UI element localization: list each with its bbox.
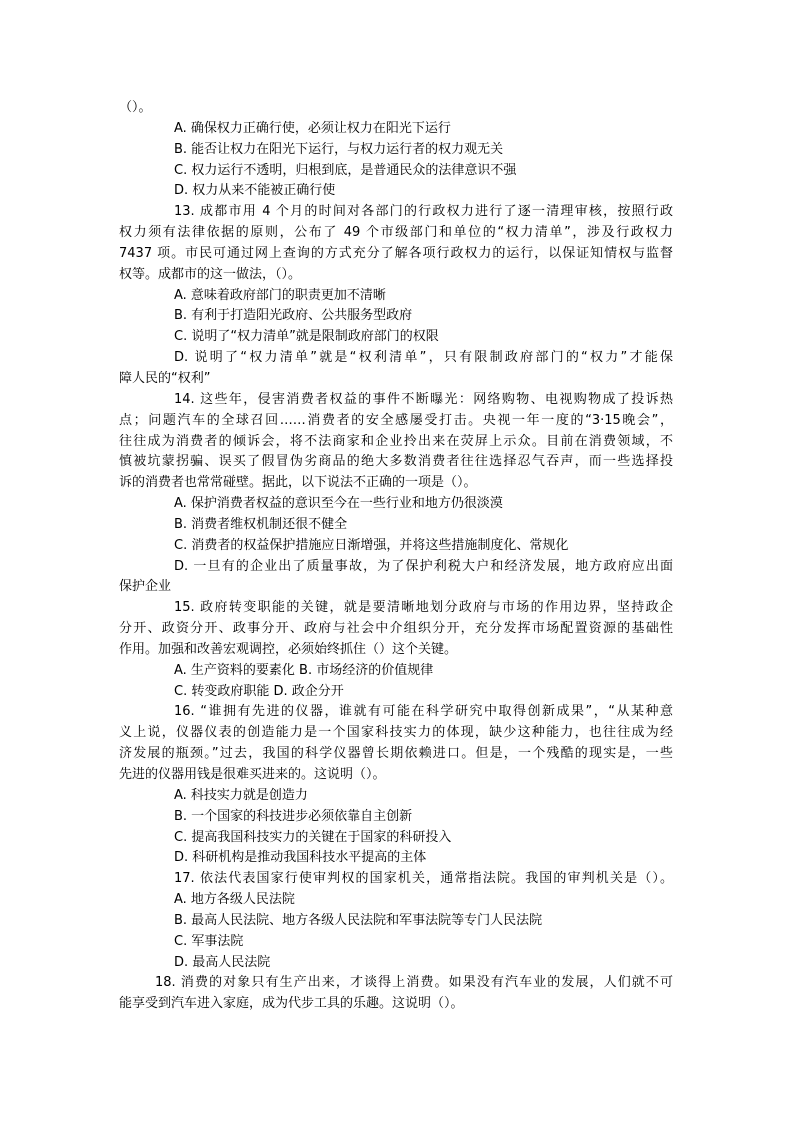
text-line: 作用。加强和改善宏观调控，必须始终抓住（）这个关键。 xyxy=(119,641,458,657)
answer-option-line: C. 军事法院 xyxy=(174,933,244,949)
answer-option-line: D. 科研机构是推动我国科技水平提高的主体 xyxy=(174,850,427,866)
text-line: 先进的仪器用钱是很难买进来的。这说明（）。 xyxy=(119,767,386,782)
answer-option-line: D. 说明了“权力清单”就是“权利清单”，只有限制政府部门的“权力”才能保 xyxy=(174,350,673,366)
text-line: 济发展的瓶颈。”过去，我国的科学仪器曾长期依赖进口。但是，一个残酷的现实是，一些 xyxy=(119,746,673,762)
answer-option-line: A. 确保权力正确行使，必须让权力在阳光下运行 xyxy=(174,120,451,136)
text-line: 往往成为消费者的倾诉会，将不法商家和企业拎出来在荧屏上示众。目前在消费领域，不 xyxy=(119,433,673,449)
answer-option-line: B. 一个国家的科技进步必须依靠自主创新 xyxy=(174,808,413,824)
answer-option-line: C. 权力运行不透明，归根到底，是普通民众的法律意识不强 xyxy=(174,162,517,178)
text-line: 权力须有法律依据的原则，公布了 49 个市级部门和单位的“权力清单”，涉及行政权力 xyxy=(119,225,673,241)
question-stem-line: 15. 政府转变职能的关键，就是要清晰地划分政府与市场的作用边界，坚持政企 xyxy=(174,600,673,616)
text-line: 7437 项。市民可通过网上查询的方式充分了解各项行政权力的运行，以保证知情权与监督 xyxy=(119,245,673,261)
answer-option-line: C. 说明了“权力清单”就是限制政府部门的权限 xyxy=(174,329,439,345)
answer-option-line: D. 最高人民法院 xyxy=(174,954,271,970)
text-line: 障人民的“权利” xyxy=(119,370,211,386)
text-line: 点；问题汽车的全球召回……消费者的安全感屡受打击。央视一年一度的“3·15晚会”， xyxy=(119,412,673,428)
text-line: 能享受到汽车进入家庭，成为代步工具的乐趣。这说明（）。 xyxy=(119,996,464,1012)
answer-option-line: C. 转变政府职能 D. 政企分开 xyxy=(174,683,344,699)
answer-option-line: A. 地方各级人民法院 xyxy=(174,892,295,908)
question-stem-line: 17. 依法代表国家行使审判权的国家机关，通常指法院。我国的审判机关是（）。 xyxy=(174,871,673,887)
text-line: 分开、政资分开、政事分开、政府与社会中介组织分开，充分发挥市场配置资源的基础性 xyxy=(119,621,673,637)
document-page xyxy=(119,98,673,1015)
text-line: 诉的消费者也常常碰壁。据此，以下说法不正确的一项是（）。 xyxy=(119,475,477,491)
text-line: 义上说，仪器仪表的创造能力是一个国家科技实力的体现，缺少这种能力，也往往成为经 xyxy=(119,725,673,741)
text-line: 保护企业 xyxy=(119,579,172,595)
question-stem-line: 13. 成都市用 4 个月的时间对各部门的行政权力进行了逐一清理审核，按照行政 xyxy=(174,204,673,220)
answer-option-line: B. 最高人民法院、地方各级人民法院和军事法院等专门人民法院 xyxy=(174,912,543,928)
text-line: 慎被坑蒙拐骗、误买了假冒伪劣商品的绝大多数消费者往往选择忍气吞声，而一些选择投 xyxy=(119,454,673,470)
answer-option-line: C. 消费者的权益保护措施应日渐增强，并将这些措施制度化、常规化 xyxy=(174,537,569,553)
answer-option-line: A. 保护消费者权益的意识至今在一些行业和地方仍很淡漠 xyxy=(174,496,503,512)
answer-option-line: D. 权力从来不能被正确行使 xyxy=(174,183,336,199)
text-line: 权等。成都市的这一做法，（）。 xyxy=(119,266,302,282)
question-stem-line: 18. 消费的对象只有生产出来，才谈得上消费。如果没有汽车业的发展，人们就不可 xyxy=(155,975,673,991)
answer-option-line: B. 能否让权力在阳光下运行，与权力运行者的权力观无关 xyxy=(174,141,504,157)
answer-option-line: D. 一旦有的企业出了质量事故，为了保护利税大户和经济发展，地方政府应出面 xyxy=(174,558,673,574)
text-line: （）。 xyxy=(119,100,152,115)
question-stem-line: 16. “谁拥有先进的仪器，谁就有可能在科学研究中取得创新成果”，“从某种意 xyxy=(174,704,673,720)
answer-option-line: A. 科技实力就是创造力 xyxy=(174,787,308,803)
answer-option-line: A. 生产资料的要素化 B. 市场经济的价值规律 xyxy=(174,662,434,678)
answer-option-line: A. 意味着政府部门的职责更加不清晰 xyxy=(174,287,386,303)
answer-option-line: C. 提高我国科技实力的关键在于国家的科研投入 xyxy=(174,829,452,845)
question-stem-line: 14. 这些年，侵害消费者权益的事件不断曝光：网络购物、电视购物成了投诉热 xyxy=(174,391,673,407)
answer-option-line: B. 有利于打造阳光政府、公共服务型政府 xyxy=(174,308,413,324)
answer-option-line: B. 消费者维权机制还很不健全 xyxy=(174,516,348,532)
